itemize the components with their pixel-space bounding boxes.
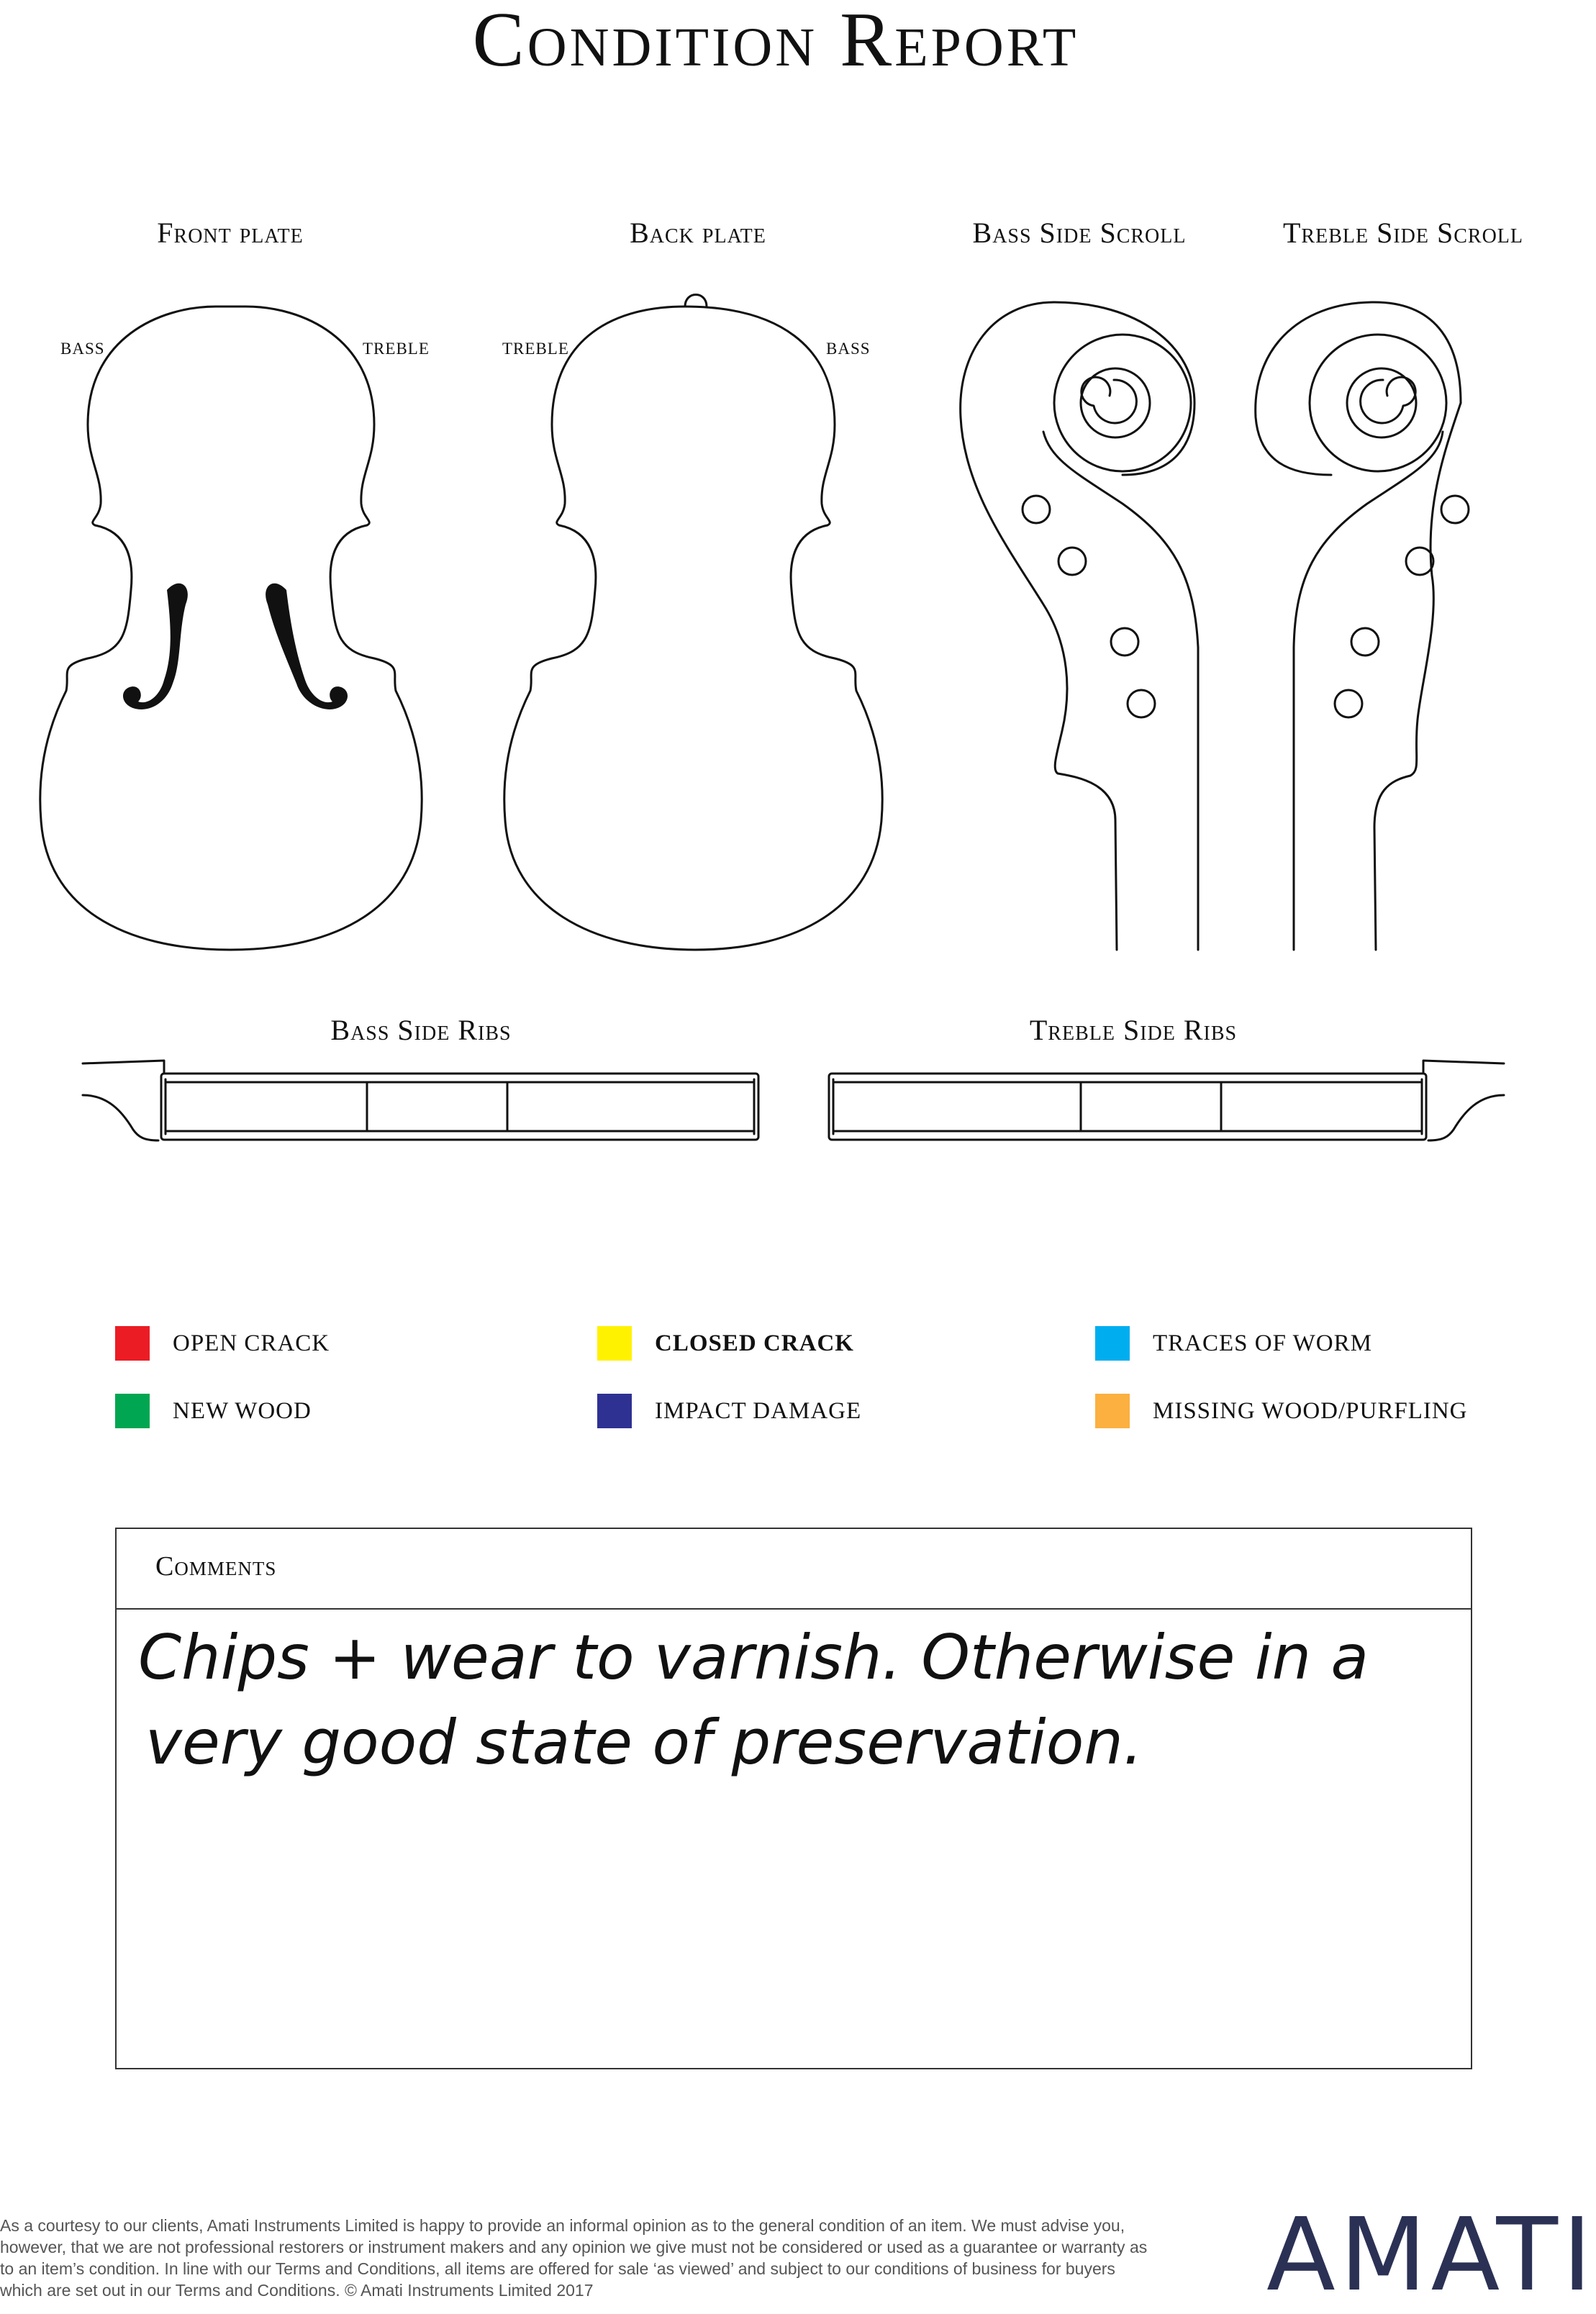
back-treble-label: TREBLE (502, 340, 569, 358)
amati-logo: AMATI (1266, 2197, 1596, 2314)
legend-open-crack (115, 1326, 330, 1361)
legend-closed-crack (597, 1326, 854, 1361)
front-treble-label: TREBLE (363, 340, 430, 358)
legend-swatch (1095, 1326, 1130, 1361)
legend-traces-of-worm (1095, 1326, 1372, 1361)
legend-label: MISSING WOOD/PURFLING (1153, 1397, 1468, 1424)
legend-label: OPEN CRACK (173, 1330, 330, 1356)
comments-line: very good state of preservation. (145, 1707, 1143, 1779)
disclaimer-text: As a courtesy to our clients, Amati Instruments Limited is happy to provide an informal opinion as to the general condition of an item. We must advise you, however, that we are not professional restorers or instrument makers and any opinion we give must not be considered or used as a guarantee or warranty as to an item’s condition. In line with our Terms and Conditions, all items are offered for sale ‘as viewed’ and subject to our conditions of business for buyers which are set out in our Terms and Conditions. © Amati Instruments Limited 2017 (0, 2216, 1148, 2300)
treble-ribs-label: Treble Side Ribs (1029, 1014, 1238, 1046)
legend-missing-wood-purfling (1095, 1394, 1468, 1428)
legend-swatch (597, 1326, 632, 1361)
comments-label: Comments (155, 1551, 277, 1582)
comments-box (115, 1528, 1472, 2069)
bass-scroll-label: Bass Side Scroll (972, 217, 1187, 249)
comments-header (117, 1529, 1471, 1610)
legend-swatch (597, 1394, 632, 1428)
comments-line: Chips + wear to varnish. Otherwise in a (138, 1622, 1369, 1694)
page-title: Condition Report (472, 0, 1079, 83)
bass-ribs-label: Bass Side Ribs (330, 1014, 512, 1046)
comments-text (138, 1615, 1455, 1785)
legend-new-wood (115, 1394, 312, 1428)
legend-label: NEW WOOD (173, 1397, 312, 1424)
legend-impact-damage (597, 1394, 861, 1428)
legend-swatch (1095, 1394, 1130, 1428)
front-bass-label: BASS (60, 340, 105, 358)
treble-scroll-label: Treble Side Scroll (1282, 217, 1523, 249)
legend-label: IMPACT DAMAGE (655, 1397, 862, 1424)
legend-label: CLOSED CRACK (655, 1330, 854, 1356)
legend-swatch (115, 1394, 150, 1428)
back-bass-label: BASS (826, 340, 871, 358)
legend-swatch (115, 1326, 150, 1361)
front-plate-label: Front plate (157, 217, 304, 249)
back-plate-label: Back plate (630, 217, 766, 249)
legend-label: TRACES OF WORM (1153, 1330, 1372, 1356)
